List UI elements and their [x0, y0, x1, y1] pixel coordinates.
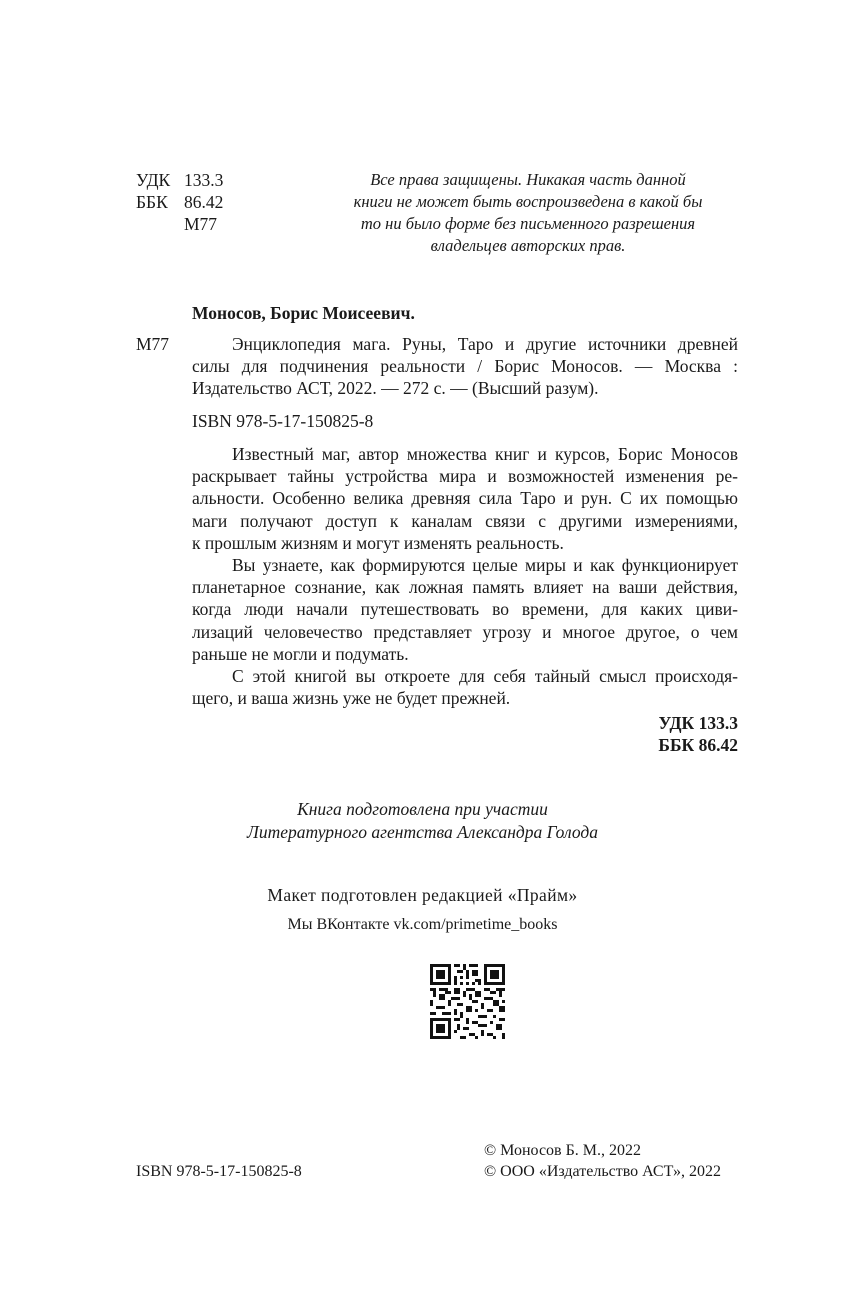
annotation	[192, 443, 738, 709]
bbk-label: ББК	[136, 192, 168, 212]
biblio-line: силы для подчинения реальности / Борис Моносов. — Москва :	[192, 356, 738, 376]
author-mark-label	[136, 213, 184, 235]
bibliographic-description	[192, 333, 738, 399]
annotation-line: к прошлым жизням и могут изменять реальность.	[192, 532, 564, 553]
rights-line: Все права защищены. Никакая часть данной	[370, 170, 686, 189]
classification-summary	[658, 712, 738, 756]
author-mark-value: М77	[184, 214, 218, 234]
biblio-line: Энциклопедия мага. Руны, Таро и другие источники древней	[232, 334, 738, 354]
bbk-value: 86.42	[184, 192, 224, 212]
catalog-isbn: ISBN 978-5-17-150825-8	[192, 411, 374, 431]
classification-codes	[136, 169, 223, 235]
annotation-line: планетарное сознание, как ложная память влияет на ваши действия,	[192, 577, 738, 598]
annotation-line: альности. Особенно велика древняя сила Таро и рун. С их помощью	[192, 488, 738, 509]
bbk-row	[136, 191, 223, 213]
rights-line: книги не может быть воспроизведена в какой бы	[353, 192, 703, 211]
annotation-line: Вы узнаете, как формируются целые миры и как функционирует	[232, 555, 738, 576]
author-mark-row	[136, 213, 223, 235]
rights-line: то ни было форме без письменного разрешения	[360, 214, 696, 233]
rights-notice	[318, 169, 738, 257]
prepared-line: Книга подготовлена при участии	[297, 799, 548, 819]
udk-row	[136, 169, 223, 191]
prepared-note	[0, 798, 845, 844]
qr-code-icon	[430, 964, 505, 1039]
annotation-line: раньше не могли и подумать.	[192, 643, 409, 664]
copyright-block	[484, 1140, 721, 1182]
annotation-line: когда люди начали путешествовать во времени, для каких циви-	[192, 599, 738, 620]
vk-note: Мы ВКонтакте vk.com/primetime_books	[287, 916, 558, 933]
prepared-line: Литературного агентства Александра Голода	[247, 822, 598, 842]
layout-note: Макет подготовлен редакцией «Прайм»	[267, 885, 578, 905]
annotation-line: С этой книгой вы откроете для себя тайный смысл происходя-	[232, 666, 738, 687]
udk-label: УДК	[136, 170, 171, 190]
udk-value: 133.3	[184, 170, 224, 190]
copyright-author: © Моносов Б. М., 2022	[484, 1142, 642, 1159]
annotation-line: раскрывает тайны устройства мира и возможностей изменения ре-	[192, 466, 738, 487]
biblio-line: Издательство АСТ, 2022. — 272 с. — (Высший разум).	[192, 378, 599, 398]
rights-line: владельцев авторских прав.	[430, 236, 626, 255]
annotation-line: Известный маг, автор множества книг и курсов, Борис Моносов	[232, 444, 738, 464]
bbk-summary: ББК 86.42	[658, 735, 738, 755]
author-mark: М77	[136, 334, 170, 354]
annotation-line: лизаций человечество представляет угрозу и многое другое, о чем	[192, 621, 738, 642]
copyright-publisher: © ООО «Издательство АСТ», 2022	[484, 1163, 721, 1180]
annotation-line: щего, и ваша жизнь уже не будет прежней.	[192, 688, 511, 709]
udk-summary: УДК 133.3	[658, 713, 738, 733]
annotation-line: маги получают доступ к каналам связи с другими измерениями,	[192, 510, 738, 531]
author-heading: Моносов, Борис Моисеевич.	[192, 303, 415, 323]
footer-isbn: ISBN 978-5-17-150825-8	[136, 1163, 302, 1180]
